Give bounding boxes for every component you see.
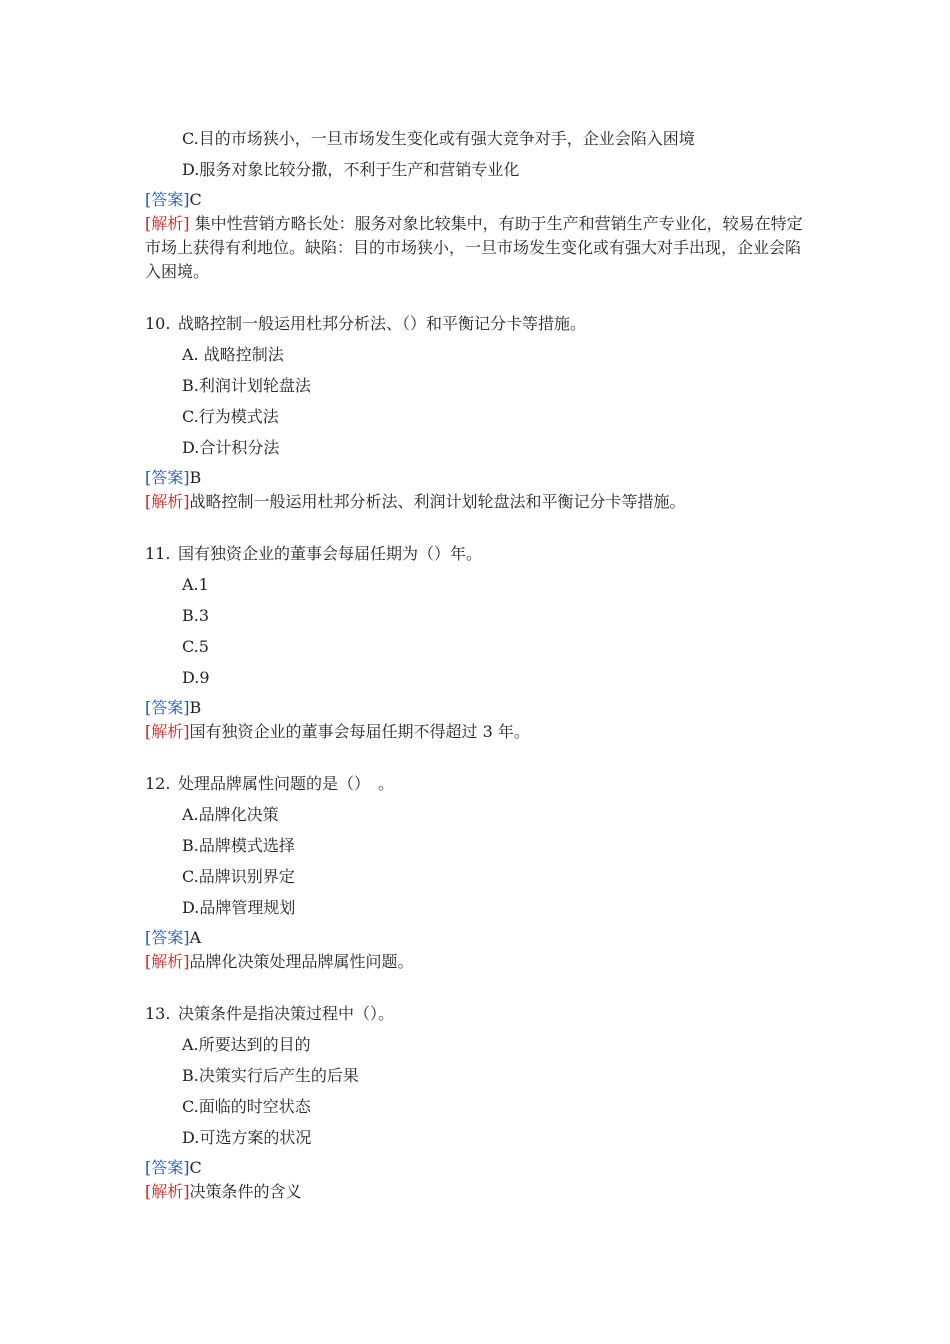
answer-tag: [答案] — [145, 928, 190, 947]
question-12 — [145, 768, 815, 974]
option-d: D.品牌管理规划 — [182, 898, 296, 917]
explanation-line — [145, 490, 815, 514]
question-text: 战略控制一般运用杜邦分析法、（）和平衡记分卡等措施。 — [178, 314, 587, 333]
question-number: 11. — [145, 544, 171, 563]
question-text: 处理品牌属性问题的是（） 。 — [178, 774, 395, 793]
explanation-tag: [解析] — [145, 492, 190, 511]
option-c: C.品牌识别界定 — [182, 867, 295, 886]
option-d: D.服务对象比较分撒，不利于生产和营销专业化 — [182, 160, 520, 179]
question-9-tail — [145, 123, 815, 284]
answer-tag: [答案] — [145, 1158, 190, 1177]
explanation-text: 国有独资企业的董事会每届任期不得超过 3 年。 — [189, 722, 530, 741]
answer-value: C — [189, 190, 202, 209]
explanation-tag: [解析] — [145, 214, 190, 233]
explanation-line — [145, 720, 815, 744]
answer-tag: [答案] — [145, 698, 190, 717]
answer-line — [145, 188, 815, 212]
option-a: A.所要达到的目的 — [182, 1035, 311, 1054]
option-c: C.5 — [182, 637, 209, 656]
explanation-tag: [解析] — [145, 722, 190, 741]
question-stem — [145, 308, 815, 339]
option-d: D.9 — [182, 668, 210, 687]
document-content — [145, 123, 815, 1204]
option-a: A.品牌化决策 — [182, 805, 279, 824]
question-number: 13. — [145, 1004, 171, 1023]
option-b: B.3 — [182, 606, 210, 625]
question-text: 国有独资企业的董事会每届任期为（）年。 — [178, 544, 483, 563]
answer-line — [145, 466, 815, 490]
option-c: C.面临的时空状态 — [182, 1097, 311, 1116]
question-stem — [145, 768, 815, 799]
explanation-line — [145, 950, 815, 974]
explanation-line — [145, 212, 815, 284]
explanation-tag: [解析] — [145, 1182, 190, 1201]
option-d: D.可选方案的状况 — [182, 1128, 312, 1147]
explanation-text: 决策条件的含义 — [189, 1182, 302, 1201]
question-stem — [145, 998, 815, 1029]
question-number: 12. — [145, 774, 171, 793]
answer-value: B — [189, 698, 202, 717]
answer-tag: [答案] — [145, 468, 190, 487]
option-b: B.利润计划轮盘法 — [182, 376, 311, 395]
explanation-text: 集中性营销方略长处：服务对象比较集中，有助于生产和营销生产专业化，较易在特定市场上获得有利地位。缺陷：目的市场狭小，一旦市场发生变化或有强大对手出现，企业会陷入困境。 — [145, 214, 803, 281]
answer-line — [145, 696, 815, 720]
option-a: A. 战略控制法 — [182, 345, 284, 364]
option-b: B.品牌模式选择 — [182, 836, 295, 855]
explanation-text: 战略控制一般运用杜邦分析法、利润计划轮盘法和平衡记分卡等措施。 — [189, 492, 686, 511]
answer-line — [145, 926, 815, 950]
option-a: A.1 — [182, 575, 209, 594]
question-10 — [145, 308, 815, 514]
option-b: B.决策实行后产生的后果 — [182, 1066, 359, 1085]
explanation-line — [145, 1180, 815, 1204]
option-c: C.目的市场狭小，一旦市场发生变化或有强大竞争对手，企业会陷入困境 — [182, 129, 695, 148]
question-11 — [145, 538, 815, 744]
answer-value: C — [189, 1158, 202, 1177]
question-stem — [145, 538, 815, 569]
question-13 — [145, 998, 815, 1204]
answer-line — [145, 1156, 815, 1180]
answer-value: A — [189, 928, 202, 947]
option-c: C.行为模式法 — [182, 407, 279, 426]
answer-tag: [答案] — [145, 190, 190, 209]
explanation-text: 品牌化决策处理品牌属性问题。 — [189, 952, 414, 971]
explanation-tag: [解析] — [145, 952, 190, 971]
question-text: 决策条件是指决策过程中（）。 — [178, 1004, 395, 1023]
option-d: D.合计积分法 — [182, 438, 280, 457]
answer-value: B — [189, 468, 202, 487]
question-number: 10. — [145, 314, 171, 333]
